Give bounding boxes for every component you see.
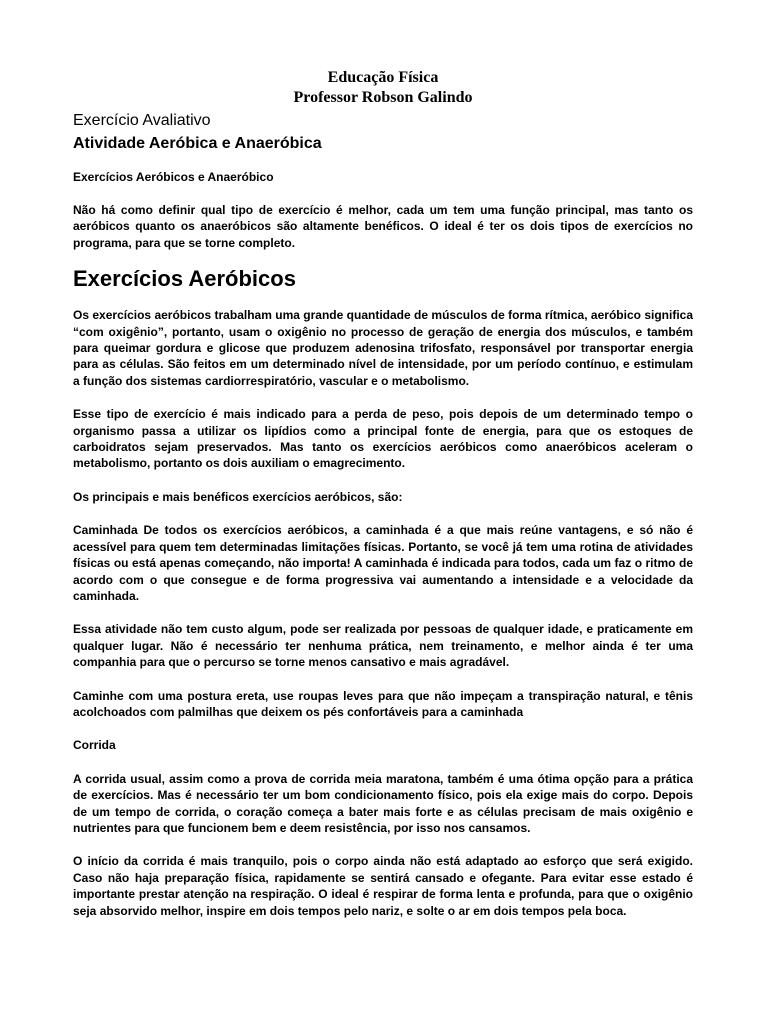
section-heading: Exercícios Aeróbicos [73, 266, 296, 292]
paragraph-aerobic-definition: Os exercícios aeróbicos trabalham uma grande quantidade de músculos de forma rítmica, aeróbico significa “com oxigênio”, portanto, usam o oxigênio no processo de geração de energia dos músculos, e também para queimar gordura e glicose que produzem adenosina trifosfato, responsável por transportar energia para as células. São feitos em um determinado nível de intensidade, por um período contínuo, e estimulam a função dos sistemas cardiorrespiratório, vascular e o metabolismo. [73, 308, 693, 388]
paragraph-walking-posture: Caminhe com uma postura ereta, use roupas leves para que não impeçam a transpiração natural, e tênis acolchoados com palmilhas que deixem os pés confortáveis para a caminhada [73, 688, 693, 719]
paragraph-walking: Caminhada De todos os exercícios aeróbicos, a caminhada é a que mais reúne vantagens, e só não é acessível para quem tem determinadas limitações físicas. Portanto, se você já tem uma rotina de atividades físicas ou está apenas começando, não importa! A caminhada é indicada para todos, cada um faz o ritmo de acordo com o que consegue e de forma progressiva vai aumentando a intensidade e a velocidade da caminhada. [73, 523, 693, 603]
subject-title: Educação Física [327, 69, 439, 86]
assignment-title: Exercício Avaliativo [73, 112, 211, 129]
document-page [73, 68, 693, 919]
paragraph-main-exercises: Os principais e mais benéficos exercícios aeróbicos, são: [73, 489, 403, 504]
paragraph-walking-cost: Essa atividade não tem custo algum, pode ser realizada por pessoas de qualquer idade, e praticamente em qualquer lugar. Não é necessário ter nenhuma prática, nem treinamento, e melhor ainda é ter uma companhia para que o percurso se torne menos cansativo e mais agradável. [73, 622, 693, 670]
activity-title: Atividade Aeróbica e Anaeróbica [73, 135, 322, 152]
topic-heading: Exercícios Aeróbicos e Anaeróbico [73, 170, 274, 184]
intro-paragraph: Não há como definir qual tipo de exercício é melhor, cada um tem uma função principal, mas tanto os aeróbicos quanto os anaeróbicos são altamente benéficos. O ideal é ter os dois tipos de exercícios no programa, para que se torne completo. [73, 203, 693, 250]
teacher-name: Professor Robson Galindo [293, 89, 473, 106]
running-heading: Corrida [73, 738, 116, 753]
paragraph-running-breathing: O início da corrida é mais tranquilo, pois o corpo ainda não está adaptado ao esforço que será exigido. Caso não haja preparação física, rapidamente se sentirá cansado e ofegante. Para evitar esse estado é importante prestar atenção na respiração. O ideal é respirar de forma lenta e profunda, para que o oxigênio seja absorvido melhor, inspire em dois tempos pelo nariz, e solte o ar em dois tempos pela boca. [73, 854, 693, 918]
paragraph-weight-loss: Esse tipo de exercício é mais indicado para a perda de peso, pois depois de um determinado tempo o organismo passa a utilizar os lipídios como a principal fonte de energia, para que os estoques de carboidratos sejam preservados. Mas tanto os exercícios aeróbicos como anaeróbicos aceleram o metabolismo, portanto os dois auxiliam o emagrecimento. [73, 407, 693, 471]
paragraph-running: A corrida usual, assim como a prova de corrida meia maratona, também é uma ótima opção para a prática de exercícios. Mas é necessário ter um bom condicionamento físico, pois ela exige mais do corpo. Depois de um tempo de corrida, o coração começa a bater mais forte e as células precisam de mais oxigênio e nutrientes para que funcionem bem e deem resistência, por isso nos cansamos. [73, 771, 693, 835]
